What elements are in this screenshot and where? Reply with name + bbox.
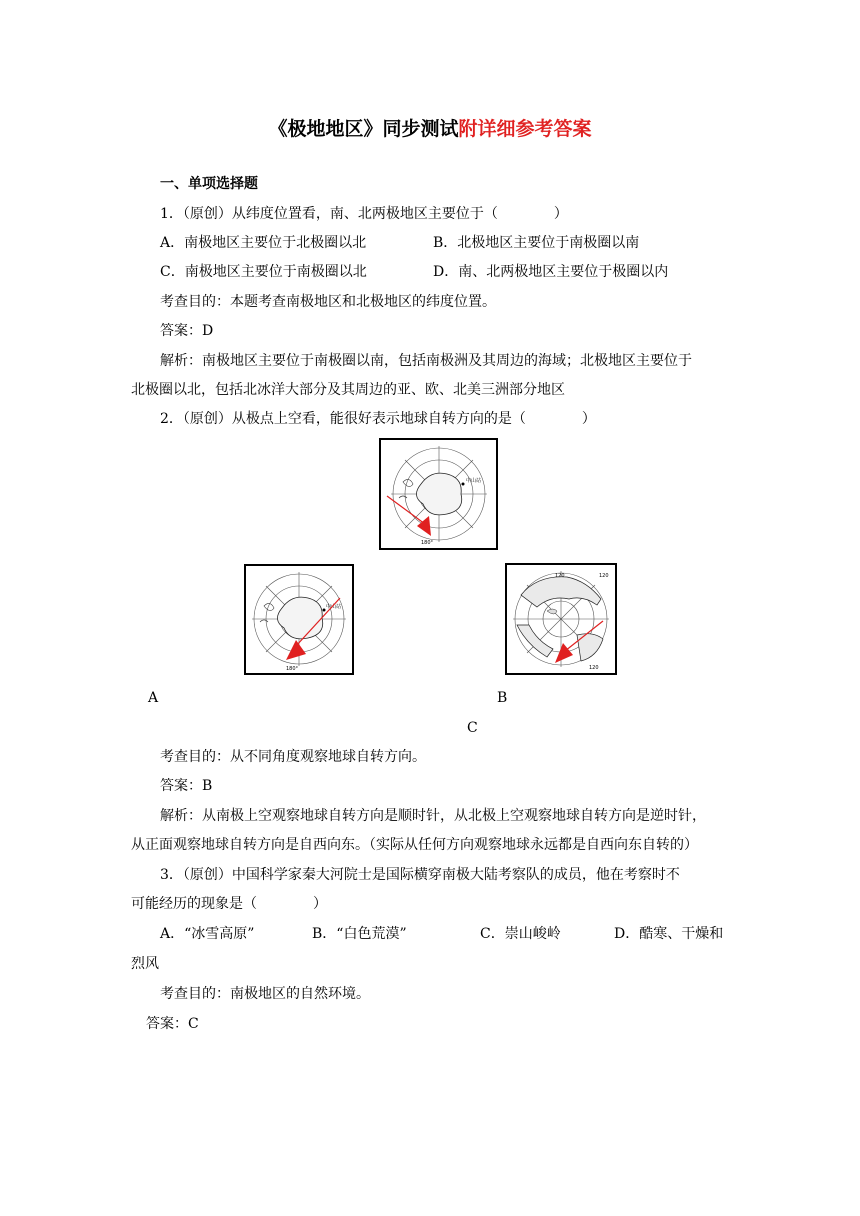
q1-option-b: B．北极地区主要位于南极圈以南: [433, 235, 640, 251]
svg-text:中山站: 中山站: [326, 604, 342, 610]
page-title: [0, 116, 860, 142]
svg-text:120: 120: [599, 573, 609, 579]
q1-option-d: D．南、北两极地区主要位于极圈以内: [433, 264, 669, 280]
q2-purpose: 考查目的：从不同角度观察地球自转方向。: [160, 749, 426, 765]
title-highlight: 附详细参考答案: [458, 118, 592, 140]
q1-option-c: C．南极地区主要位于南极圈以北: [160, 264, 367, 280]
q1-stem: 1．（原创）从纬度位置看，南、北两极地区主要位于（ ）: [160, 206, 568, 222]
q3-stem: 3．（原创）中国科学家秦大河院士是国际横穿南极大陆考察队的成员，他在考察时不: [160, 867, 680, 883]
figure-label-a: A: [148, 690, 159, 706]
north-polar-map-right: [505, 563, 617, 675]
q1-answer: 答案：D: [160, 323, 214, 339]
title-main: 《极地地区》同步测试: [268, 118, 459, 140]
q3-option-a: A．“冰雪高原”: [160, 926, 255, 942]
q3-option-b: B．“白色荒漠”: [312, 926, 407, 942]
svg-text:120: 120: [555, 573, 565, 579]
svg-text:180°: 180°: [421, 540, 434, 546]
q2-answer: 答案：B: [160, 778, 213, 794]
svg-text:120: 120: [589, 665, 599, 671]
south-polar-map-left: [244, 564, 354, 675]
q3-option-d: D．酷寒、干燥和: [614, 926, 724, 942]
q3-option-d-cont: 烈风: [131, 956, 159, 972]
south-polar-map-top: [379, 438, 498, 550]
q1-analysis: 解析：南极地区主要位于南极圈以南，包括南极洲及其周边的海域；北极地区主要位于: [160, 353, 692, 369]
q3-option-c: C．崇山峻岭: [480, 926, 561, 942]
q2-analysis-cont: 从正面观察地球自转方向是自西向东。（实际从任何方向观察地球永远都是自西向东自转的）: [131, 837, 698, 853]
q1-option-a: A．南极地区主要位于北极圈以北: [160, 235, 367, 251]
figure-label-b: B: [497, 690, 508, 706]
q3-stem-cont: 可能经历的现象是（ ）: [131, 896, 327, 912]
q2-analysis: 解析：从南极上空观察地球自转方向是顺时针，从北极上空观察地球自转方向是逆时针，: [160, 808, 706, 824]
section-heading: 一、单项选择题: [160, 176, 258, 192]
q3-answer: 答案：C: [146, 1016, 199, 1032]
q1-purpose: 考查目的：本题考查南极地区和北极地区的纬度位置。: [160, 294, 496, 310]
svg-text:中山站: 中山站: [466, 478, 482, 484]
q2-stem: 2．（原创）从极点上空看，能很好表示地球自转方向的是（ ）: [160, 411, 596, 427]
q3-purpose: 考查目的：南极地区的自然环境。: [160, 986, 370, 1002]
svg-text:180°: 180°: [286, 666, 299, 672]
q1-analysis-cont: 北极圈以北，包括北冰洋大部分及其周边的亚、欧、北美三洲部分地区: [131, 382, 565, 398]
figure-label-c: C: [467, 720, 478, 736]
